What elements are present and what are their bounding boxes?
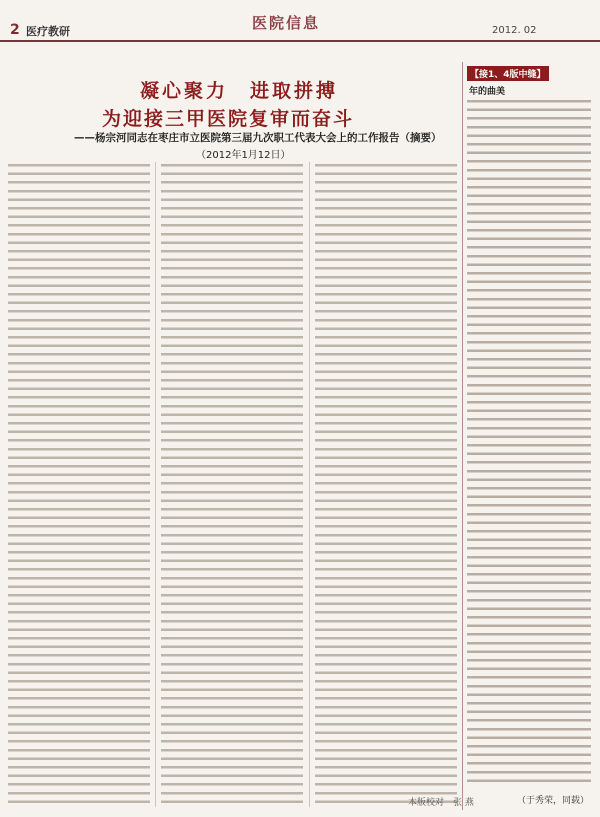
text-column-3 <box>315 162 457 807</box>
article-subtitle: ——杨宗河同志在枣庄市立医院第三届九次职工代表大会上的工作报告（摘要） <box>74 132 442 144</box>
article-date: （2012年1月12日） <box>196 150 291 161</box>
issue-date: 2012. 02 <box>492 25 537 36</box>
proofreader-credit: 本版校对 张 燕 <box>408 798 474 808</box>
section-name: 医疗教研 <box>26 25 70 38</box>
column-divider <box>309 162 310 807</box>
sidebar-body-text <box>467 98 591 788</box>
masthead-logo: 医院信息 <box>252 14 321 32</box>
article-title-line1: 凝心聚力 进取拼搏 <box>140 80 339 102</box>
sidebar-tag: 【接1、4版中缝】 <box>467 66 549 81</box>
sidebar-article <box>462 62 595 810</box>
text-column-2 <box>161 162 303 807</box>
article-body <box>8 162 460 807</box>
article-title-line2: 为迎接三甲医院复审而奋斗 <box>102 108 355 130</box>
page-number: 2 <box>10 22 20 38</box>
text-column-1 <box>8 162 150 807</box>
page-header <box>0 0 600 42</box>
column-divider <box>155 162 156 807</box>
sidebar-title: 年的曲美 <box>469 87 506 97</box>
sidebar-author: （于秀荣，同载） <box>516 796 589 806</box>
